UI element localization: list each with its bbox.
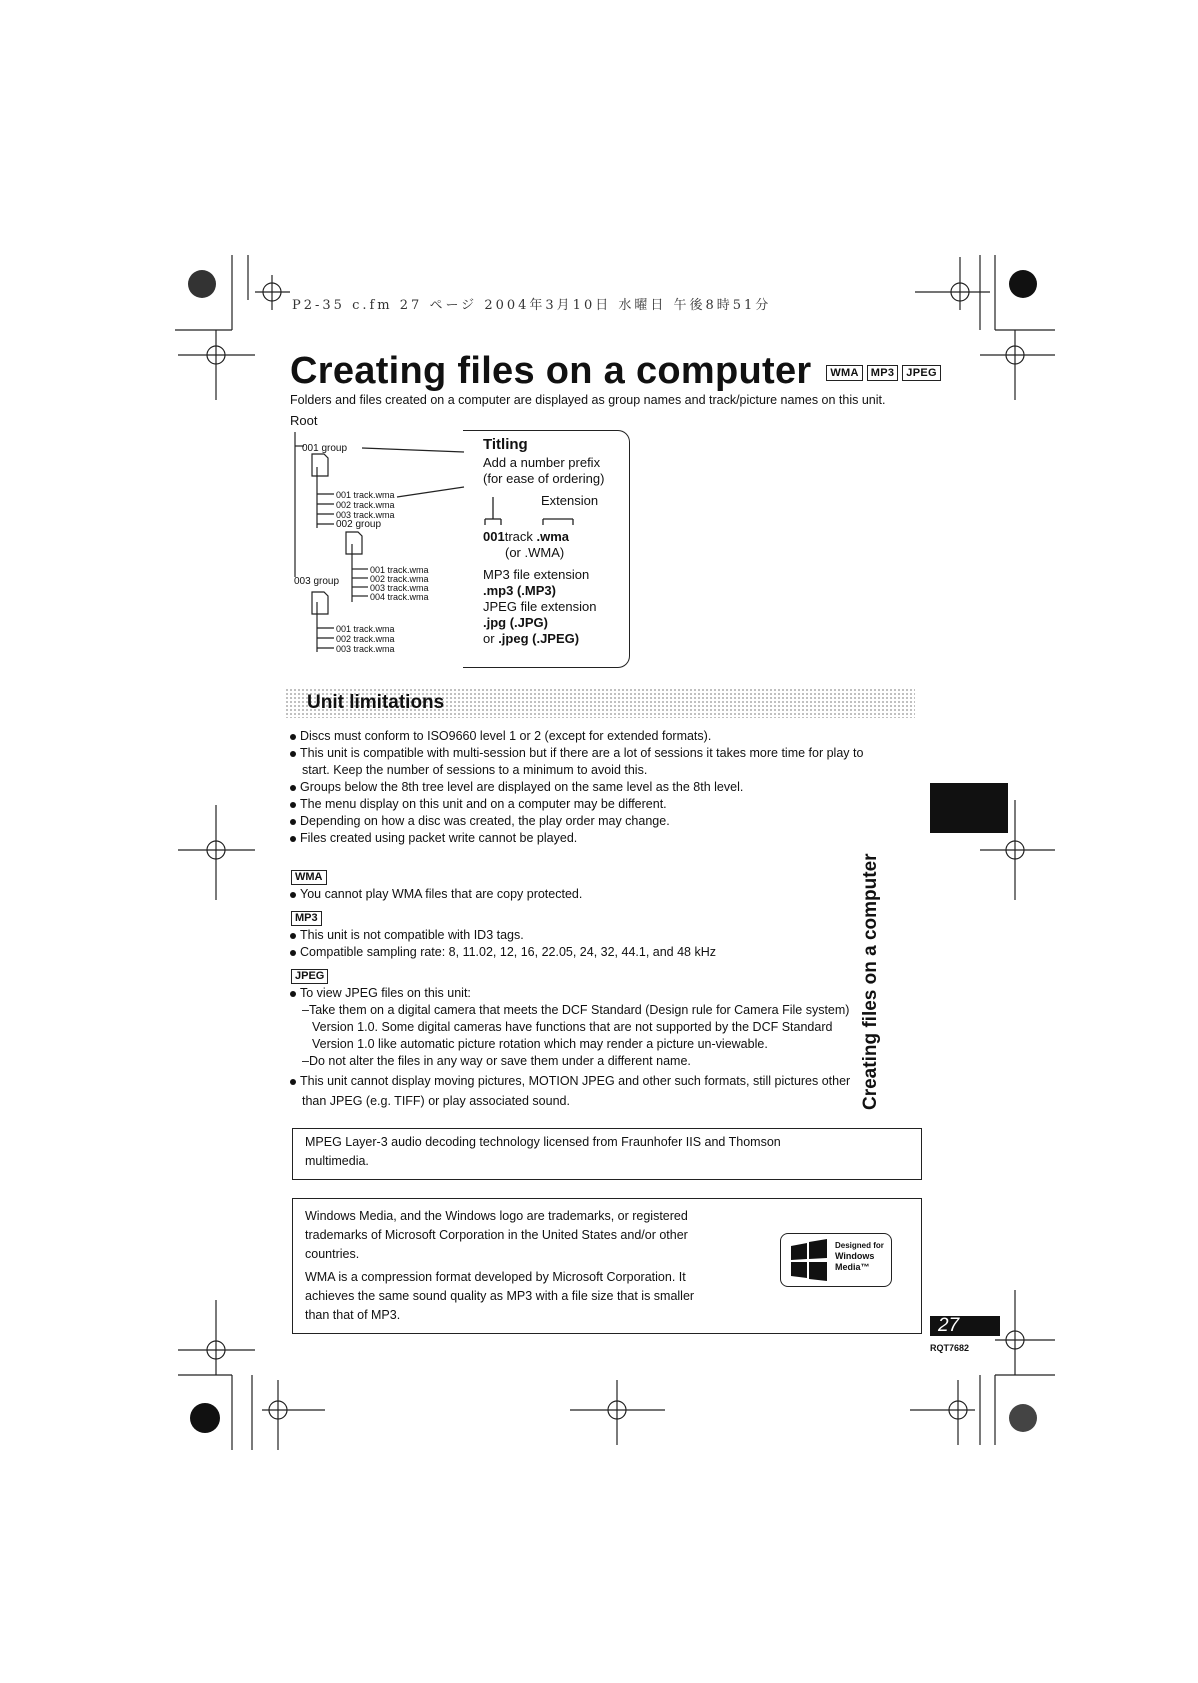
titling-or: or <box>483 631 495 646</box>
side-tab-text: Creating files on a computer <box>860 853 881 1110</box>
tree-g2-track-4: 004 track.wma <box>370 592 429 602</box>
windows-p1-line1: Windows Media, and the Windows logo are trademarks, or registered <box>305 1209 688 1223</box>
windows-media-logo <box>780 1233 892 1287</box>
wma-tag: WMA <box>291 870 327 885</box>
titling-prefix: 001 <box>483 529 505 544</box>
windows-flag-icon <box>787 1238 831 1284</box>
tree-group-2: 002 group <box>336 519 382 530</box>
titling-name: track <box>504 529 533 544</box>
jpeg-sub-1b: Version 1.0. Some digital cameras have functions that are not supported by the DCF Standard <box>312 1020 833 1034</box>
tree-g2-track-2: 002 track.wma <box>370 574 429 584</box>
jpeg-item-2-cont: than JPEG (e.g. TIFF) or play associated sound. <box>302 1094 570 1108</box>
limitation-3: Groups below the 8th tree level are displayed on the same level as the 8th level. <box>290 779 743 796</box>
titling-jpeg-label: JPEG file extension <box>483 599 597 614</box>
titling-jpeg-ext: .jpeg (.JPEG) <box>498 631 580 646</box>
titling-content <box>483 437 604 647</box>
titling-extension-label: Extension <box>541 493 599 508</box>
page-title <box>290 350 941 393</box>
tree-group-1: 001 group <box>302 443 348 454</box>
mp3-item-2: Compatible sampling rate: 8, 11.02, 12, 16, 22.05, 24, 32, 44.1, and 48 kHz <box>290 944 716 961</box>
jpeg-sub-2: –Do not alter the files in any way or save them under a different name. <box>302 1054 691 1068</box>
tree-group-3: 003 group <box>294 576 340 587</box>
limitations-heading: Unit limitations <box>307 692 445 713</box>
side-tab-marker <box>930 783 1008 833</box>
tree-g1-track-1: 001 track.wma <box>336 490 395 500</box>
limitation-1: Discs must conform to ISO9660 level 1 or 2 (except for extended formats). <box>290 728 711 745</box>
titling-line1: Add a number prefix <box>483 455 601 470</box>
tree-g2-track-1: 001 track.wma <box>370 565 429 575</box>
titling-mp3-ext: .mp3 (.MP3) <box>483 583 556 598</box>
limitations-banner <box>285 688 915 718</box>
titling-mp3-label: MP3 file extension <box>483 567 590 582</box>
limitation-6: Files created using packet write cannot be played. <box>290 830 577 847</box>
windows-p2-line1: WMA is a compression format developed by Microsoft Corporation. It <box>305 1270 686 1284</box>
limitation-2-cont: start. Keep the number of sessions to a minimum to avoid this. <box>302 763 648 777</box>
intro-text: Folders and files created on a computer are displayed as group names and track/picture names on this unit. <box>290 393 886 407</box>
jpeg-item-1: To view JPEG files on this unit: <box>290 985 471 1002</box>
tree-g2-track-3: 003 track.wma <box>370 583 429 593</box>
windows-p2-line3: than that of MP3. <box>305 1308 401 1322</box>
titling-line2: (for ease of ordering) <box>483 471 605 486</box>
wma-item-1: You cannot play WMA files that are copy protected. <box>290 886 582 903</box>
titling-box <box>463 430 630 668</box>
mp3-tag: MP3 <box>291 911 322 926</box>
tree-g1-track-3: 003 track.wma <box>336 510 395 520</box>
tree-g1-track-2: 002 track.wma <box>336 500 395 510</box>
print-header: P2-35 c.fm 27 ページ 2004年3月10日 水曜日 午後8時51分 <box>292 298 772 313</box>
jpeg-sub-1c: Version 1.0 like automatic picture rotation which may render a picture un-viewable. <box>312 1037 768 1051</box>
logo-line-1: Designed for <box>835 1241 884 1250</box>
logo-line-2: Windows <box>835 1251 875 1261</box>
limitation-2: This unit is compatible with multi-session but if there are a lot of sessions it takes more time for play to <box>290 745 863 762</box>
doc-code: RQT7682 <box>930 1343 970 1353</box>
windows-p2-line2: achieves the same sound quality as MP3 with a file size that is smaller <box>305 1289 695 1303</box>
page-number: 27 <box>930 1316 1000 1336</box>
mpeg-notice-line2: multimedia. <box>305 1154 369 1168</box>
jpeg-item-2: This unit cannot display moving pictures, MOTION JPEG and other such formats, still pictures other <box>290 1073 850 1090</box>
logo-line-3: Media™ <box>835 1262 870 1272</box>
windows-p1-line3: countries. <box>305 1247 360 1261</box>
titling-jpg-ext: .jpg (.JPG) <box>483 615 548 630</box>
tree-g3-track-1: 001 track.wma <box>336 624 395 634</box>
limitation-5: Depending on how a disc was created, the play order may change. <box>290 813 670 830</box>
jpeg-tag: JPEG <box>291 969 328 984</box>
titling-heading: Titling <box>483 436 528 453</box>
tree-g3-track-3: 003 track.wma <box>336 644 395 654</box>
limitation-4: The menu display on this unit and on a computer may be different. <box>290 796 667 813</box>
root-label: Root <box>290 413 318 428</box>
mp3-item-1: This unit is not compatible with ID3 tags. <box>290 927 524 944</box>
folder-tree <box>292 432 472 662</box>
mpeg-notice <box>292 1128 922 1180</box>
jpeg-badge: JPEG <box>902 365 941 381</box>
logo-text <box>835 1240 884 1273</box>
tree-g3-track-2: 002 track.wma <box>336 634 395 644</box>
wma-badge: WMA <box>826 365 862 381</box>
jpeg-sub-1a: –Take them on a digital camera that meets the DCF Standard (Design rule for Camera File system) <box>302 1003 850 1017</box>
titling-ext: .wma <box>536 529 570 544</box>
page-title-text: Creating files on a computer <box>290 350 812 392</box>
titling-or-wma: (or .WMA) <box>505 545 565 560</box>
windows-p1-line2: trademarks of Microsoft Corporation in the United States and/or other <box>305 1228 688 1242</box>
titling-diagram <box>483 489 604 529</box>
mpeg-notice-line1: MPEG Layer-3 audio decoding technology licensed from Fraunhofer IIS and Thomson <box>305 1135 781 1149</box>
mp3-badge: MP3 <box>867 365 899 381</box>
